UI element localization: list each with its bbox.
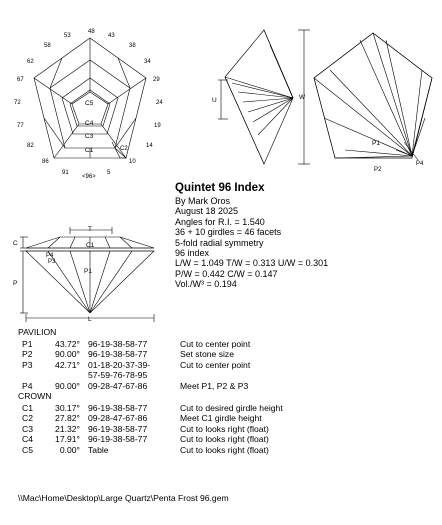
table-row: [18, 339, 283, 350]
facet-label-c1: C1: [85, 147, 94, 154]
facet-instruction: Cut to looks right (float): [180, 434, 269, 444]
facet-angle: 90.00°: [55, 380, 80, 391]
section-heading: PAVILION: [18, 327, 57, 337]
facet-label-p2: P2: [374, 167, 382, 173]
info-line: By Mark Oros: [175, 196, 231, 206]
crown-index-label: 24: [156, 100, 163, 106]
facet-angle: 43.72°: [55, 338, 80, 349]
facet-label-c5: C5: [85, 100, 94, 107]
section-heading: CROWN: [18, 391, 52, 401]
facet-index: 96-19-38-58-77: [88, 349, 148, 359]
design-info: [175, 181, 328, 290]
dimension-label-l: L: [88, 316, 92, 323]
facet-name: C2: [22, 413, 33, 423]
crown-index-label: 43: [108, 33, 115, 39]
table-row: [18, 349, 283, 360]
crown-index-label: 62: [27, 59, 34, 65]
facet-name: C3: [22, 423, 33, 434]
dimension-label-c: C: [13, 240, 18, 247]
facet-index: 09-28-47-67-86: [88, 413, 148, 423]
facet-name: C5: [22, 444, 33, 455]
info-line: 96 index: [175, 248, 210, 259]
side-view: [218, 30, 310, 164]
info-line: 36 + 10 girdles = 46 facets: [175, 227, 282, 238]
info-line: August 18 2025: [175, 206, 239, 217]
dimension-label-t: T: [88, 226, 92, 233]
crown-index-label: 19: [154, 123, 161, 129]
info-line: 5-fold radial symmetry: [175, 237, 264, 248]
facet-label-p4: P4: [46, 253, 54, 259]
crown-index-label: 58: [44, 43, 51, 49]
facet-index: Table: [88, 444, 109, 455]
facet-angle: 42.71°: [55, 359, 80, 370]
facet-label-p1: P1: [372, 140, 380, 147]
crown-index-label: 48: [88, 29, 95, 35]
facet-angle: 17.91°: [55, 434, 80, 444]
facet-instruction: Cut to looks right (float): [180, 444, 269, 455]
crown-index-label: 5: [107, 170, 111, 176]
facet-label-p1: P1: [84, 268, 92, 275]
facet-name: P1: [22, 338, 33, 349]
info-line: L/W = 1.049 T/W = 0.313 U/W = 0.301: [175, 258, 329, 269]
facet-label-c2: C2: [120, 146, 128, 152]
facet-index: 09-28-47-67-86: [88, 380, 148, 391]
table-row: [18, 403, 283, 414]
facet-name: P2: [22, 349, 33, 359]
facet-index: 96-19-38-58-77: [88, 402, 148, 413]
facet-index: 96-19-38-58-77: [88, 338, 148, 349]
file-path: \\Mac\Home\Desktop\Large Quartz\Penta Frost 96.gem: [18, 493, 229, 503]
crown-index-label: 53: [64, 33, 71, 39]
facet-instruction: Cut to desired girdle height: [180, 402, 283, 413]
design-title: Quintet 96 Index: [175, 182, 265, 194]
table-row: [18, 360, 283, 381]
facet-index: 96-19-38-58-77: [88, 434, 148, 444]
facet-label-p3: P3: [48, 259, 56, 265]
crown-index-label: 91: [62, 170, 69, 176]
facet-angle: 30.17°: [55, 402, 80, 413]
dimension-label-w: W: [299, 94, 306, 101]
info-line: Vol./W³ = 0.194: [175, 279, 237, 290]
facet-angle: 21.32°: [55, 423, 80, 434]
facet-index: 57-59-76-78-95: [88, 370, 148, 380]
facet-label-c1: C1: [86, 242, 95, 249]
info-line: P/W = 0.442 C/W = 0.147: [175, 268, 278, 279]
facet-angle: 27.82°: [55, 413, 80, 423]
crown-view-footer: <96>: [82, 174, 96, 180]
crown-index-label: 72: [14, 100, 21, 106]
table-row: [18, 413, 283, 424]
facet-label-c4: C4: [85, 120, 94, 127]
facet-index: 01-18-20-37-39-: [88, 359, 151, 370]
facet-angle: 0.00°: [59, 444, 80, 455]
crown-index-label: 86: [42, 159, 49, 165]
table-row: [18, 424, 283, 435]
crown-index-label: 34: [144, 59, 151, 65]
facet-name: C1: [22, 402, 33, 413]
facet-instruction: Set stone size: [180, 349, 234, 359]
crown-index-label: 77: [17, 123, 24, 129]
dimension-label-p: P: [13, 280, 18, 287]
crown-index-label: 82: [27, 143, 34, 149]
facet-instruction: Meet P1, P2 & P3: [180, 380, 249, 391]
crown-view: [34, 38, 146, 158]
table-row: [18, 445, 283, 456]
facet-name: C4: [22, 434, 33, 444]
table-row: [18, 434, 283, 445]
facet-label-c3: C3: [85, 133, 94, 140]
crown-index-label: 10: [129, 159, 136, 165]
facet-name: P3: [22, 359, 33, 370]
info-line: Angles for R.I. = 1.540: [175, 216, 265, 227]
facet-label-p4: P4: [416, 161, 424, 167]
facet-name: P4: [22, 380, 33, 391]
cutting-table: [18, 327, 283, 455]
dimension-label-u: U: [212, 97, 217, 104]
crown-index-label: 38: [129, 43, 136, 49]
facet-instruction: Meet C1 girdle height: [180, 413, 262, 423]
facet-index: 96-19-38-58-77: [88, 423, 148, 434]
table-row: [18, 381, 283, 392]
crown-index-label: 14: [146, 143, 153, 149]
crown-index-label: 67: [17, 77, 24, 83]
crown-index-label: 29: [153, 77, 160, 83]
facet-instruction: Cut to center point: [180, 359, 251, 370]
profile-labels: [13, 226, 95, 323]
facet-angle: 90.00°: [55, 349, 80, 359]
facet-instruction: Cut to center point: [180, 338, 251, 349]
facet-instruction: Cut to looks right (float): [180, 423, 269, 434]
